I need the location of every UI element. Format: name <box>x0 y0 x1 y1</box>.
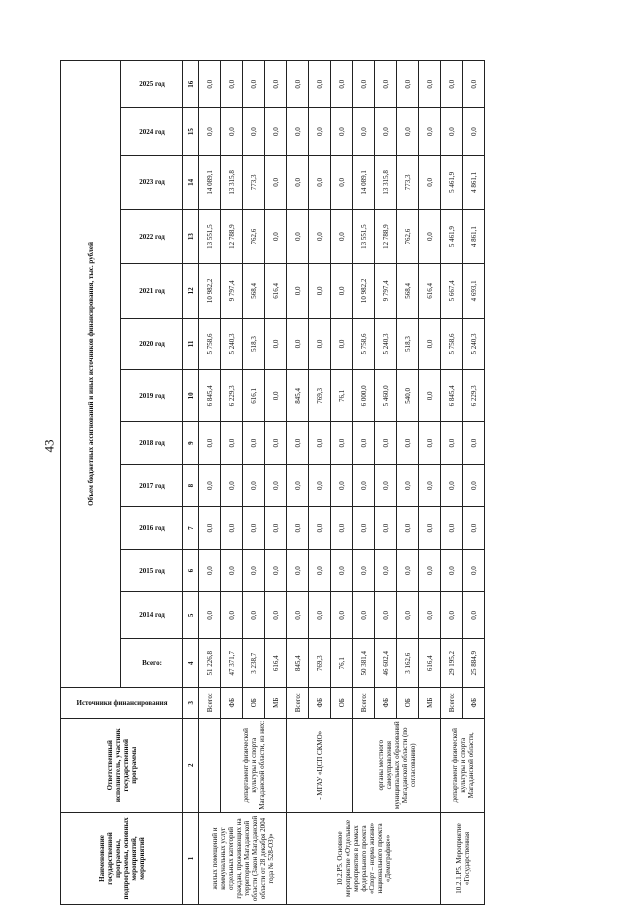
year-amount-cell: 0,0 <box>463 507 485 549</box>
year-amount-cell: 9 797,4 <box>221 264 243 318</box>
year-amount-cell: 4 861,1 <box>463 209 485 263</box>
year-amount-cell: 0,0 <box>287 549 309 591</box>
year-amount-cell: 0,0 <box>309 549 331 591</box>
total-amount-cell: 769,3 <box>309 639 331 687</box>
funding-source-cell: ФБ <box>375 687 397 718</box>
year-amount-cell: 6 000,0 <box>353 370 375 422</box>
funding-source-cell: ФБ <box>463 687 485 718</box>
year-amount-cell: 0,0 <box>353 108 375 155</box>
year-amount-cell: 0,0 <box>199 549 221 591</box>
program-name-cell: 10.2.Р5. Основное мероприятие «Отдельные мероприятия в рамках федерального проекта «Спорт – норма жизни» национального проекта «Демография»» <box>287 812 441 904</box>
total-amount-cell: 25 884,9 <box>463 639 485 687</box>
funding-source-cell: Всего: <box>441 687 463 718</box>
year-amount-cell: 0,0 <box>463 592 485 639</box>
header-year: 2023 год <box>121 155 183 209</box>
year-amount-cell: 0,0 <box>397 592 419 639</box>
year-amount-cell: 0,0 <box>331 422 353 464</box>
year-amount-cell: 0,0 <box>265 318 287 370</box>
executor-cell: департамент физической культуры и спорта Магаданской области, <box>441 718 485 812</box>
year-amount-cell: 0,0 <box>353 422 375 464</box>
year-amount-cell: 0,0 <box>441 592 463 639</box>
funding-source-cell: Всего: <box>353 687 375 718</box>
year-amount-cell: 762,6 <box>397 209 419 263</box>
year-amount-cell: 5 758,6 <box>353 318 375 370</box>
column-number: 14 <box>183 155 199 209</box>
column-number: 11 <box>183 318 199 370</box>
funding-source-cell: ОБ <box>397 687 419 718</box>
year-amount-cell: 0,0 <box>375 464 397 506</box>
year-amount-cell: 0,0 <box>199 507 221 549</box>
funding-source-cell: ОБ <box>331 687 353 718</box>
header-year: 2015 год <box>121 549 183 591</box>
executor-cell <box>199 718 221 812</box>
total-amount-cell: 51 226,8 <box>199 639 221 687</box>
year-amount-cell: 0,0 <box>287 318 309 370</box>
year-amount-cell: 0,0 <box>265 422 287 464</box>
year-amount-cell: 0,0 <box>287 155 309 209</box>
year-amount-cell: 0,0 <box>243 507 265 549</box>
column-number: 7 <box>183 507 199 549</box>
year-amount-cell: 0,0 <box>265 108 287 155</box>
year-amount-cell: 5 461,9 <box>441 209 463 263</box>
year-amount-cell: 0,0 <box>265 464 287 506</box>
year-amount-cell: 0,0 <box>375 549 397 591</box>
total-amount-cell: 50 381,4 <box>353 639 375 687</box>
year-amount-cell: 0,0 <box>419 209 441 263</box>
year-amount-cell: 0,0 <box>419 108 441 155</box>
year-amount-cell: 0,0 <box>375 108 397 155</box>
year-amount-cell: 0,0 <box>331 549 353 591</box>
header-year: 2019 год <box>121 370 183 422</box>
year-amount-cell: 0,0 <box>309 592 331 639</box>
table-row <box>353 61 375 905</box>
year-amount-cell: 0,0 <box>243 592 265 639</box>
total-amount-cell: 616,4 <box>265 639 287 687</box>
header-year: 2024 год <box>121 108 183 155</box>
year-amount-cell: 13 315,8 <box>221 155 243 209</box>
funding-source-cell: МБ <box>419 687 441 718</box>
column-number: 5 <box>183 592 199 639</box>
year-amount-cell: 0,0 <box>331 61 353 108</box>
year-amount-cell: 0,0 <box>309 507 331 549</box>
year-amount-cell: 0,0 <box>375 507 397 549</box>
year-amount-cell: 4 693,1 <box>463 264 485 318</box>
year-amount-cell: 0,0 <box>309 108 331 155</box>
year-amount-cell: 773,3 <box>397 155 419 209</box>
year-amount-cell: 0,0 <box>287 209 309 263</box>
year-amount-cell: 0,0 <box>265 61 287 108</box>
year-amount-cell: 0,0 <box>221 422 243 464</box>
year-amount-cell: 0,0 <box>331 108 353 155</box>
year-amount-cell: 0,0 <box>243 108 265 155</box>
year-amount-cell: 0,0 <box>287 264 309 318</box>
year-amount-cell: 0,0 <box>441 464 463 506</box>
column-number: 9 <box>183 422 199 464</box>
year-amount-cell: 0,0 <box>309 264 331 318</box>
year-amount-cell: 616,4 <box>265 264 287 318</box>
year-amount-cell: 5 240,3 <box>463 318 485 370</box>
year-amount-cell: 0,0 <box>199 108 221 155</box>
year-amount-cell: 0,0 <box>331 592 353 639</box>
year-amount-cell: 0,0 <box>309 318 331 370</box>
funding-source-cell: Всего: <box>199 687 221 718</box>
total-amount-cell: 616,4 <box>419 639 441 687</box>
year-amount-cell: 5 758,6 <box>199 318 221 370</box>
table-body <box>199 61 485 905</box>
year-amount-cell: 0,0 <box>375 422 397 464</box>
year-amount-cell: 0,0 <box>221 61 243 108</box>
year-amount-cell: 5 758,6 <box>441 318 463 370</box>
column-number: 16 <box>183 61 199 108</box>
year-amount-cell: 0,0 <box>287 592 309 639</box>
year-amount-cell: 0,0 <box>199 592 221 639</box>
year-amount-cell: 0,0 <box>419 422 441 464</box>
year-amount-cell: 0,0 <box>397 108 419 155</box>
year-amount-cell: 10 982,2 <box>353 264 375 318</box>
rotated-page <box>60 60 640 905</box>
year-amount-cell: 0,0 <box>419 464 441 506</box>
year-amount-cell: 6 229,3 <box>221 370 243 422</box>
year-amount-cell: 5 240,3 <box>375 318 397 370</box>
year-amount-cell: 0,0 <box>265 370 287 422</box>
year-amount-cell: 5 460,0 <box>375 370 397 422</box>
year-amount-cell: 13 551,5 <box>353 209 375 263</box>
year-amount-cell: 0,0 <box>309 464 331 506</box>
year-amount-cell: 13 551,5 <box>199 209 221 263</box>
year-amount-cell: 4 861,1 <box>463 155 485 209</box>
year-amount-cell: 568,4 <box>243 264 265 318</box>
year-amount-cell: 12 788,9 <box>221 209 243 263</box>
year-amount-cell: 0,0 <box>265 209 287 263</box>
column-number: 3 <box>183 687 199 718</box>
table-row <box>199 61 221 905</box>
year-amount-cell: 518,3 <box>397 318 419 370</box>
year-amount-cell: 0,0 <box>221 549 243 591</box>
year-amount-cell: 5 461,9 <box>441 155 463 209</box>
total-amount-cell: 46 602,4 <box>375 639 397 687</box>
year-amount-cell: 0,0 <box>419 61 441 108</box>
year-amount-cell: 0,0 <box>397 464 419 506</box>
header-year: 2020 год <box>121 318 183 370</box>
year-amount-cell: 0,0 <box>397 507 419 549</box>
header-total: Всего: <box>121 639 183 687</box>
year-amount-cell: 0,0 <box>287 507 309 549</box>
year-amount-cell: 0,0 <box>353 464 375 506</box>
funding-source-cell: ОБ <box>243 687 265 718</box>
table-row <box>221 61 243 905</box>
year-amount-cell: 0,0 <box>463 549 485 591</box>
year-amount-cell: 0,0 <box>331 507 353 549</box>
year-amount-cell: 0,0 <box>441 108 463 155</box>
year-amount-cell: 0,0 <box>331 155 353 209</box>
year-amount-cell: 0,0 <box>397 61 419 108</box>
executor-cell: департамент физической культуры и спорта Магаданской области, из них: <box>221 718 287 812</box>
year-amount-cell: 14 089,1 <box>199 155 221 209</box>
column-number: 8 <box>183 464 199 506</box>
column-number: 15 <box>183 108 199 155</box>
year-amount-cell: 13 315,8 <box>375 155 397 209</box>
year-amount-cell: 0,0 <box>265 549 287 591</box>
header-year: 2018 год <box>121 422 183 464</box>
year-amount-cell: 616,1 <box>243 370 265 422</box>
year-amount-cell: 0,0 <box>463 108 485 155</box>
year-amount-cell: 9 797,4 <box>375 264 397 318</box>
year-amount-cell: 14 089,1 <box>353 155 375 209</box>
year-amount-cell: 0,0 <box>265 507 287 549</box>
year-amount-cell: 0,0 <box>463 422 485 464</box>
header-funding-source: Источники финансирования <box>61 687 183 718</box>
column-number: 10 <box>183 370 199 422</box>
header-year: 2022 год <box>121 209 183 263</box>
year-amount-cell: 0,0 <box>353 507 375 549</box>
total-amount-cell: 76,1 <box>331 639 353 687</box>
year-amount-cell: 568,4 <box>397 264 419 318</box>
year-amount-cell: 12 788,9 <box>375 209 397 263</box>
year-amount-cell: 0,0 <box>463 61 485 108</box>
year-amount-cell: 5 240,3 <box>221 318 243 370</box>
year-amount-cell: 0,0 <box>419 507 441 549</box>
year-amount-cell: 0,0 <box>243 549 265 591</box>
total-amount-cell: 47 371,7 <box>221 639 243 687</box>
year-amount-cell: 769,3 <box>309 370 331 422</box>
column-number: 4 <box>183 639 199 687</box>
year-amount-cell: 0,0 <box>375 592 397 639</box>
year-amount-cell: 6 845,4 <box>441 370 463 422</box>
year-amount-cell: 0,0 <box>419 155 441 209</box>
column-number: 2 <box>183 718 199 812</box>
year-amount-cell: 6 845,4 <box>199 370 221 422</box>
funding-source-cell: ФБ <box>221 687 243 718</box>
year-amount-cell: 0,0 <box>309 422 331 464</box>
year-amount-cell: 0,0 <box>199 422 221 464</box>
year-amount-cell: 0,0 <box>353 549 375 591</box>
year-amount-cell: 0,0 <box>441 61 463 108</box>
header-year: 2025 год <box>121 61 183 108</box>
year-amount-cell: 0,0 <box>331 209 353 263</box>
year-amount-cell: 773,3 <box>243 155 265 209</box>
header-executor: Ответственный исполнитель, участник государственной программы <box>61 718 183 812</box>
year-amount-cell: 0,0 <box>331 318 353 370</box>
year-amount-cell: 5 667,4 <box>441 264 463 318</box>
year-amount-cell: 540,0 <box>397 370 419 422</box>
year-amount-cell: 616,4 <box>419 264 441 318</box>
year-amount-cell: 0,0 <box>419 318 441 370</box>
year-amount-cell: 0,0 <box>309 155 331 209</box>
year-amount-cell: 0,0 <box>199 61 221 108</box>
year-amount-cell: 0,0 <box>419 592 441 639</box>
year-amount-cell: 0,0 <box>287 61 309 108</box>
year-amount-cell: 0,0 <box>243 61 265 108</box>
table-row <box>441 61 463 905</box>
header-year: 2017 год <box>121 464 183 506</box>
budget-allocation-table <box>60 60 485 905</box>
year-amount-cell: 0,0 <box>287 108 309 155</box>
year-amount-cell: 762,6 <box>243 209 265 263</box>
year-amount-cell: 0,0 <box>419 370 441 422</box>
year-amount-cell: 0,0 <box>375 61 397 108</box>
funding-source-cell: Всего: <box>287 687 309 718</box>
column-number: 13 <box>183 209 199 263</box>
year-amount-cell: 0,0 <box>221 592 243 639</box>
program-name-cell: 10.2.1.Р5. Мероприятие «Государственная <box>441 812 485 904</box>
executor-cell: - МГАУ «ЦСП СКМО» <box>287 718 353 812</box>
header-program-name: Наименование государственной программы, подпрограммы, основных мероприятий, мероприятий <box>61 812 183 904</box>
year-amount-cell: 0,0 <box>221 108 243 155</box>
year-amount-cell: 76,1 <box>331 370 353 422</box>
funding-source-cell: МБ <box>265 687 287 718</box>
year-amount-cell: 0,0 <box>397 422 419 464</box>
header-year: 2016 год <box>121 507 183 549</box>
header-finance-group: Объем бюджетных ассигнований и иных источников финансирования, тыс. рублей <box>61 61 121 688</box>
column-number: 6 <box>183 549 199 591</box>
year-amount-cell: 0,0 <box>309 209 331 263</box>
year-amount-cell: 0,0 <box>243 422 265 464</box>
funding-source-cell: ФБ <box>309 687 331 718</box>
year-amount-cell: 0,0 <box>419 549 441 591</box>
total-amount-cell: 29 195,2 <box>441 639 463 687</box>
year-amount-cell: 845,4 <box>287 370 309 422</box>
year-amount-cell: 10 982,2 <box>199 264 221 318</box>
year-amount-cell: 0,0 <box>243 464 265 506</box>
header-year: 2014 год <box>121 592 183 639</box>
table-row <box>287 61 309 905</box>
column-number: 12 <box>183 264 199 318</box>
year-amount-cell: 0,0 <box>331 264 353 318</box>
executor-cell: органы местного самоуправления муниципальных образований Магаданской области (по согласованию) <box>353 718 441 812</box>
year-amount-cell: 0,0 <box>287 422 309 464</box>
year-amount-cell: 0,0 <box>287 464 309 506</box>
total-amount-cell: 3 162,6 <box>397 639 419 687</box>
year-amount-cell: 0,0 <box>331 464 353 506</box>
year-amount-cell: 0,0 <box>265 592 287 639</box>
year-amount-cell: 0,0 <box>353 592 375 639</box>
year-amount-cell: 0,0 <box>441 422 463 464</box>
year-amount-cell: 0,0 <box>463 464 485 506</box>
header-year: 2021 год <box>121 264 183 318</box>
year-amount-cell: 0,0 <box>221 464 243 506</box>
year-amount-cell: 0,0 <box>441 549 463 591</box>
year-amount-cell: 0,0 <box>199 464 221 506</box>
column-number: 1 <box>183 812 199 904</box>
page-number: 43 <box>41 439 57 453</box>
year-amount-cell: 518,3 <box>243 318 265 370</box>
year-amount-cell: 0,0 <box>221 507 243 549</box>
year-amount-cell: 0,0 <box>441 507 463 549</box>
year-amount-cell: 6 229,3 <box>463 370 485 422</box>
year-amount-cell: 0,0 <box>265 155 287 209</box>
year-amount-cell: 0,0 <box>309 61 331 108</box>
year-amount-cell: 0,0 <box>397 549 419 591</box>
year-amount-cell: 0,0 <box>353 61 375 108</box>
total-amount-cell: 3 238,7 <box>243 639 265 687</box>
program-name-cell: жилых помещений и коммунальных услуг отдельных категорий граждан, проживающих на территории Магаданской области (Закон Магаданской области от 28 декабря 2004 года № 528-ОЗ)» <box>199 812 287 904</box>
total-amount-cell: 845,4 <box>287 639 309 687</box>
